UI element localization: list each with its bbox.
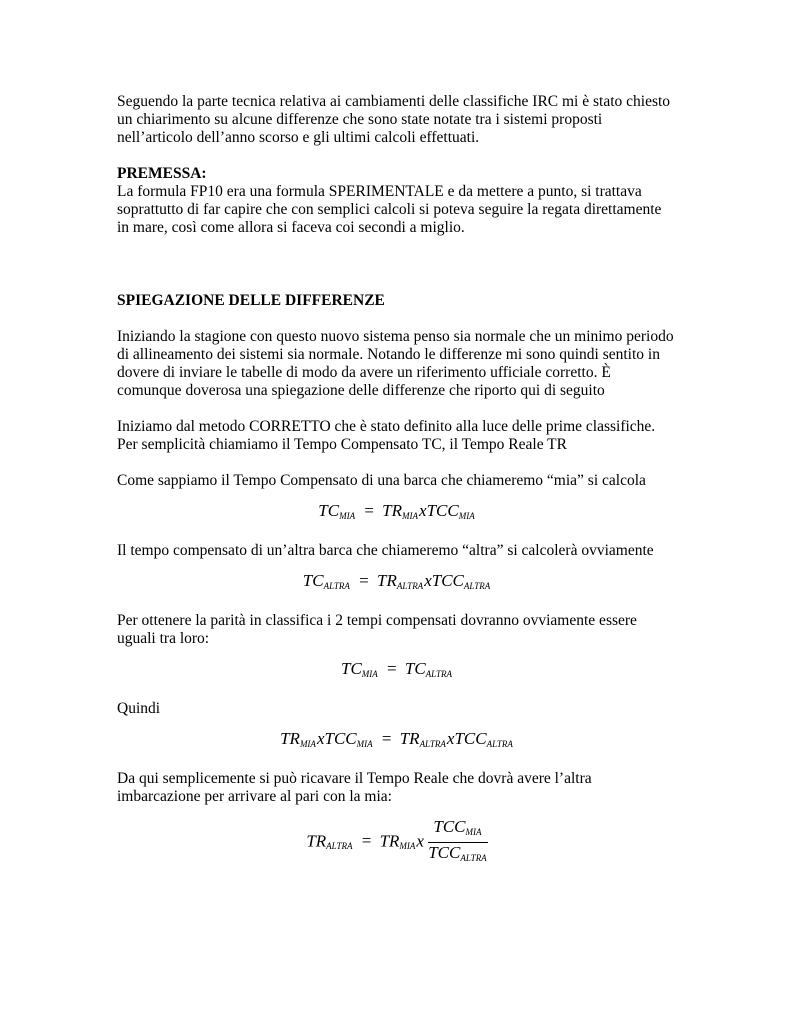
equation-tc-altra: $TC_{ALTRA}$ = $TR_{ALTRA}xTCC_{ALTRA}$ [302,571,491,591]
paragraph-allineamento: Iniziando la stagione con questo nuovo sistema penso sia normale che un minimo periodo di allineamento dei sistemi sia normale. Notando le differenze mi sono quindi sentito in dovere di inviare le tabelle di modo da avere un riferimento ufficiale corretto. È comunque doverosa una spiegazione delle differenze che riporto qui di seguito [117,328,674,399]
paragraph-quindi: Quindi [117,700,161,717]
fraction-tcc: $\frac{TCC_{MIA}}{TCC_{ALTRA}}$ [428,817,487,863]
document-page [117,93,677,864]
paragraph-ricavare: Da qui semplicemente si può ricavare il Tempo Reale che dovrà avere l’altra imbarcazione per arrivare al pari con la mia: [117,770,592,805]
equation-tr-altra-fraction: $TR_{ALTRA} = TR_{MIA}x$ $\frac{TCC_{MIA}}{TCC_{ALTRA}}$ [117,818,677,864]
paragraph-parita: Per ottenere la parità in classifica i 2 tempi compensati dovranno ovviamente essere uguali tra loro: [117,612,637,647]
premessa-heading: PREMESSA: [117,165,207,182]
paragraph-tempo-mia: Come sappiamo il Tempo Compensato di una barca che chiameremo “mia” si calcola [117,472,646,489]
spiegazione-heading: SPIEGAZIONE DELLE DIFFERENZE [117,292,385,309]
paragraph-metodo-corretto: Iniziamo dal metodo CORRETTO che è stato definito alla luce delle prime classifiche. Per semplicità chiamiamo il Tempo Compensato TC, il Tempo Reale TR [117,418,656,453]
equation-tc-mia: $TC_{MIA}$ = $TR_{MIA}xTCC_{MIA}$ [318,501,475,521]
equation-tr-tcc-equal: $TR_{MIA}xTCC_{MIA}$ = $TR_{ALTRA}xTCC_{ALTRA}$ [280,729,513,749]
paragraph-tempo-altra: Il tempo compensato di un’altra barca che chiameremo “altra” si calcolerà ovviamente [117,542,654,559]
equation-tc-equal: $TC_{MIA} = TC_{ALTRA}$ [340,659,452,679]
premessa-paragraph: La formula FP10 era una formula SPERIMENTALE e da mettere a punto, si trattava soprattutto di far capire che con semplici calcoli si poteva seguire la regata direttamente in mare, così come allora si faceva coi secondi a miglio. [117,183,662,236]
intro-paragraph: Seguendo la parte tecnica relativa ai cambiamenti delle classifiche IRC mi è stato chiesto un chiarimento su alcune differenze che sono state notate tra i sistemi proposti nell’articolo dell’anno scorso e gli ultimi calcoli effettuati. [117,93,671,146]
